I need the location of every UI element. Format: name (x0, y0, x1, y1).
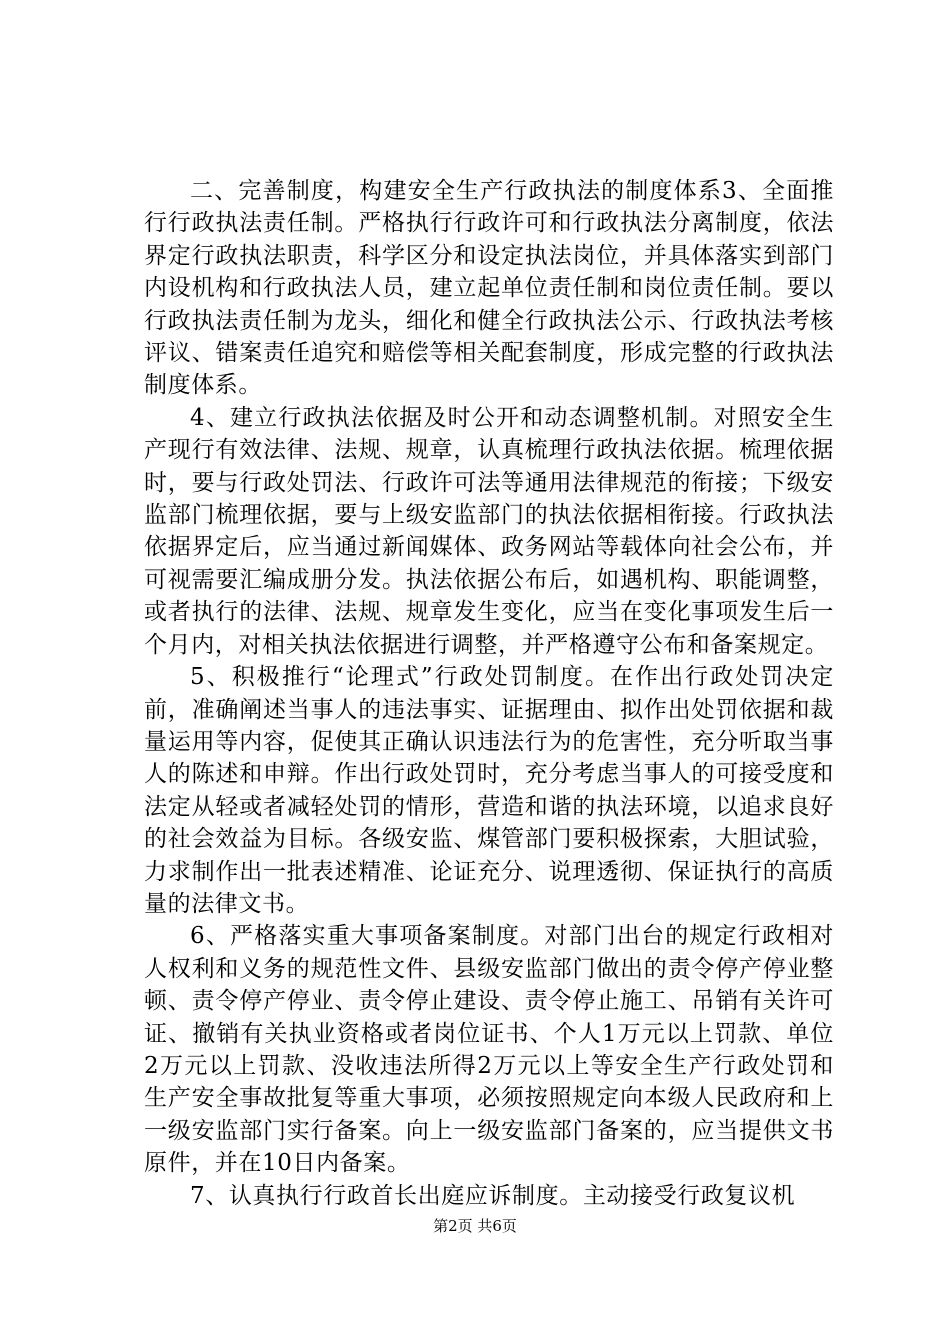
document-body (144, 175, 834, 1212)
paragraph-system-building: 二、完善制度，构建安全生产行政执法的制度体系3、全面推行行政执法责任制。严格执行行政许可和行政执法分离制度，依法界定行政执法职责，科学区分和设定执法岗位，并具体落实到部门内设机构和行政执法人员，建立起单位责任制和岗位责任制。要以行政执法责任制为龙头，细化和健全行政执法公示、行政执法考核评议、错案责任追究和赔偿等相关配套制度，形成完整的行政执法制度体系。 (144, 178, 834, 399)
paragraph-basis-disclosure: 4、建立行政执法依据及时公开和动态调整机制。对照安全生产现行有效法律、法规、规章，认真梳理行政执法依据。梳理依据时，要与行政处罚法、行政许可法等通用法律规范的衔接；下级安监部门梳理依据，要与上级安监部门的执法依据相衔接。行政执法依据界定后，应当通过新闻媒体、政务网站等载体向社会公布，并可视需要汇编成册分发。执法依据公布后，如遇机构、职能调整，或者执行的法律、法规、规章发生变化，应当在变化事项发生后一个月内，对相关执法依据进行调整，并严格遵守公布和备案规定。 (144, 404, 834, 658)
page-number-footer: 第2页 共6页 (433, 1217, 517, 1235)
paragraph-major-filing: 6、严格落实重大事项备案制度。对部门出台的规定行政相对人权利和义务的规范性文件、县级安监部门做出的责令停产停业整顿、责令停产停业、责令停止建设、责令停止施工、吊销有关许可证、撤销有关执业资格或者岗位证书、个人1万元以上罚款、单位2万元以上罚款、没收违法所得2万元以上等安全生产行政处罚和生产安全事故批复等重大事项，必须按照规定向本级人民政府和上一级安监部门实行备案。向上一级安监部门备案的，应当提供文书原件，并在10日内备案。 (144, 923, 834, 1177)
paragraph-court-appearance: 7、认真执行行政首长出庭应诉制度。主动接受行政复议机 (190, 1182, 796, 1209)
paragraph-reasoned-penalty: 5、积极推行“论理式”行政处罚制度。在作出行政处罚决定前，准确阐述当事人的违法事实、证据理由、拟作出处罚依据和裁量运用等内容，促使其正确认识违法行为的危害性，充分听取当事人的陈述和申辩。作出行政处罚时，充分考虑当事人的可接受度和法定从轻或者减轻处罚的情形，营造和谐的执法环境，以追求良好的社会效益为目标。各级安监、煤管部门要积极探索，大胆试验，力求制作出一批表述精准、论证充分、说理透彻、保证执行的高质量的法律文书。 (144, 664, 834, 917)
